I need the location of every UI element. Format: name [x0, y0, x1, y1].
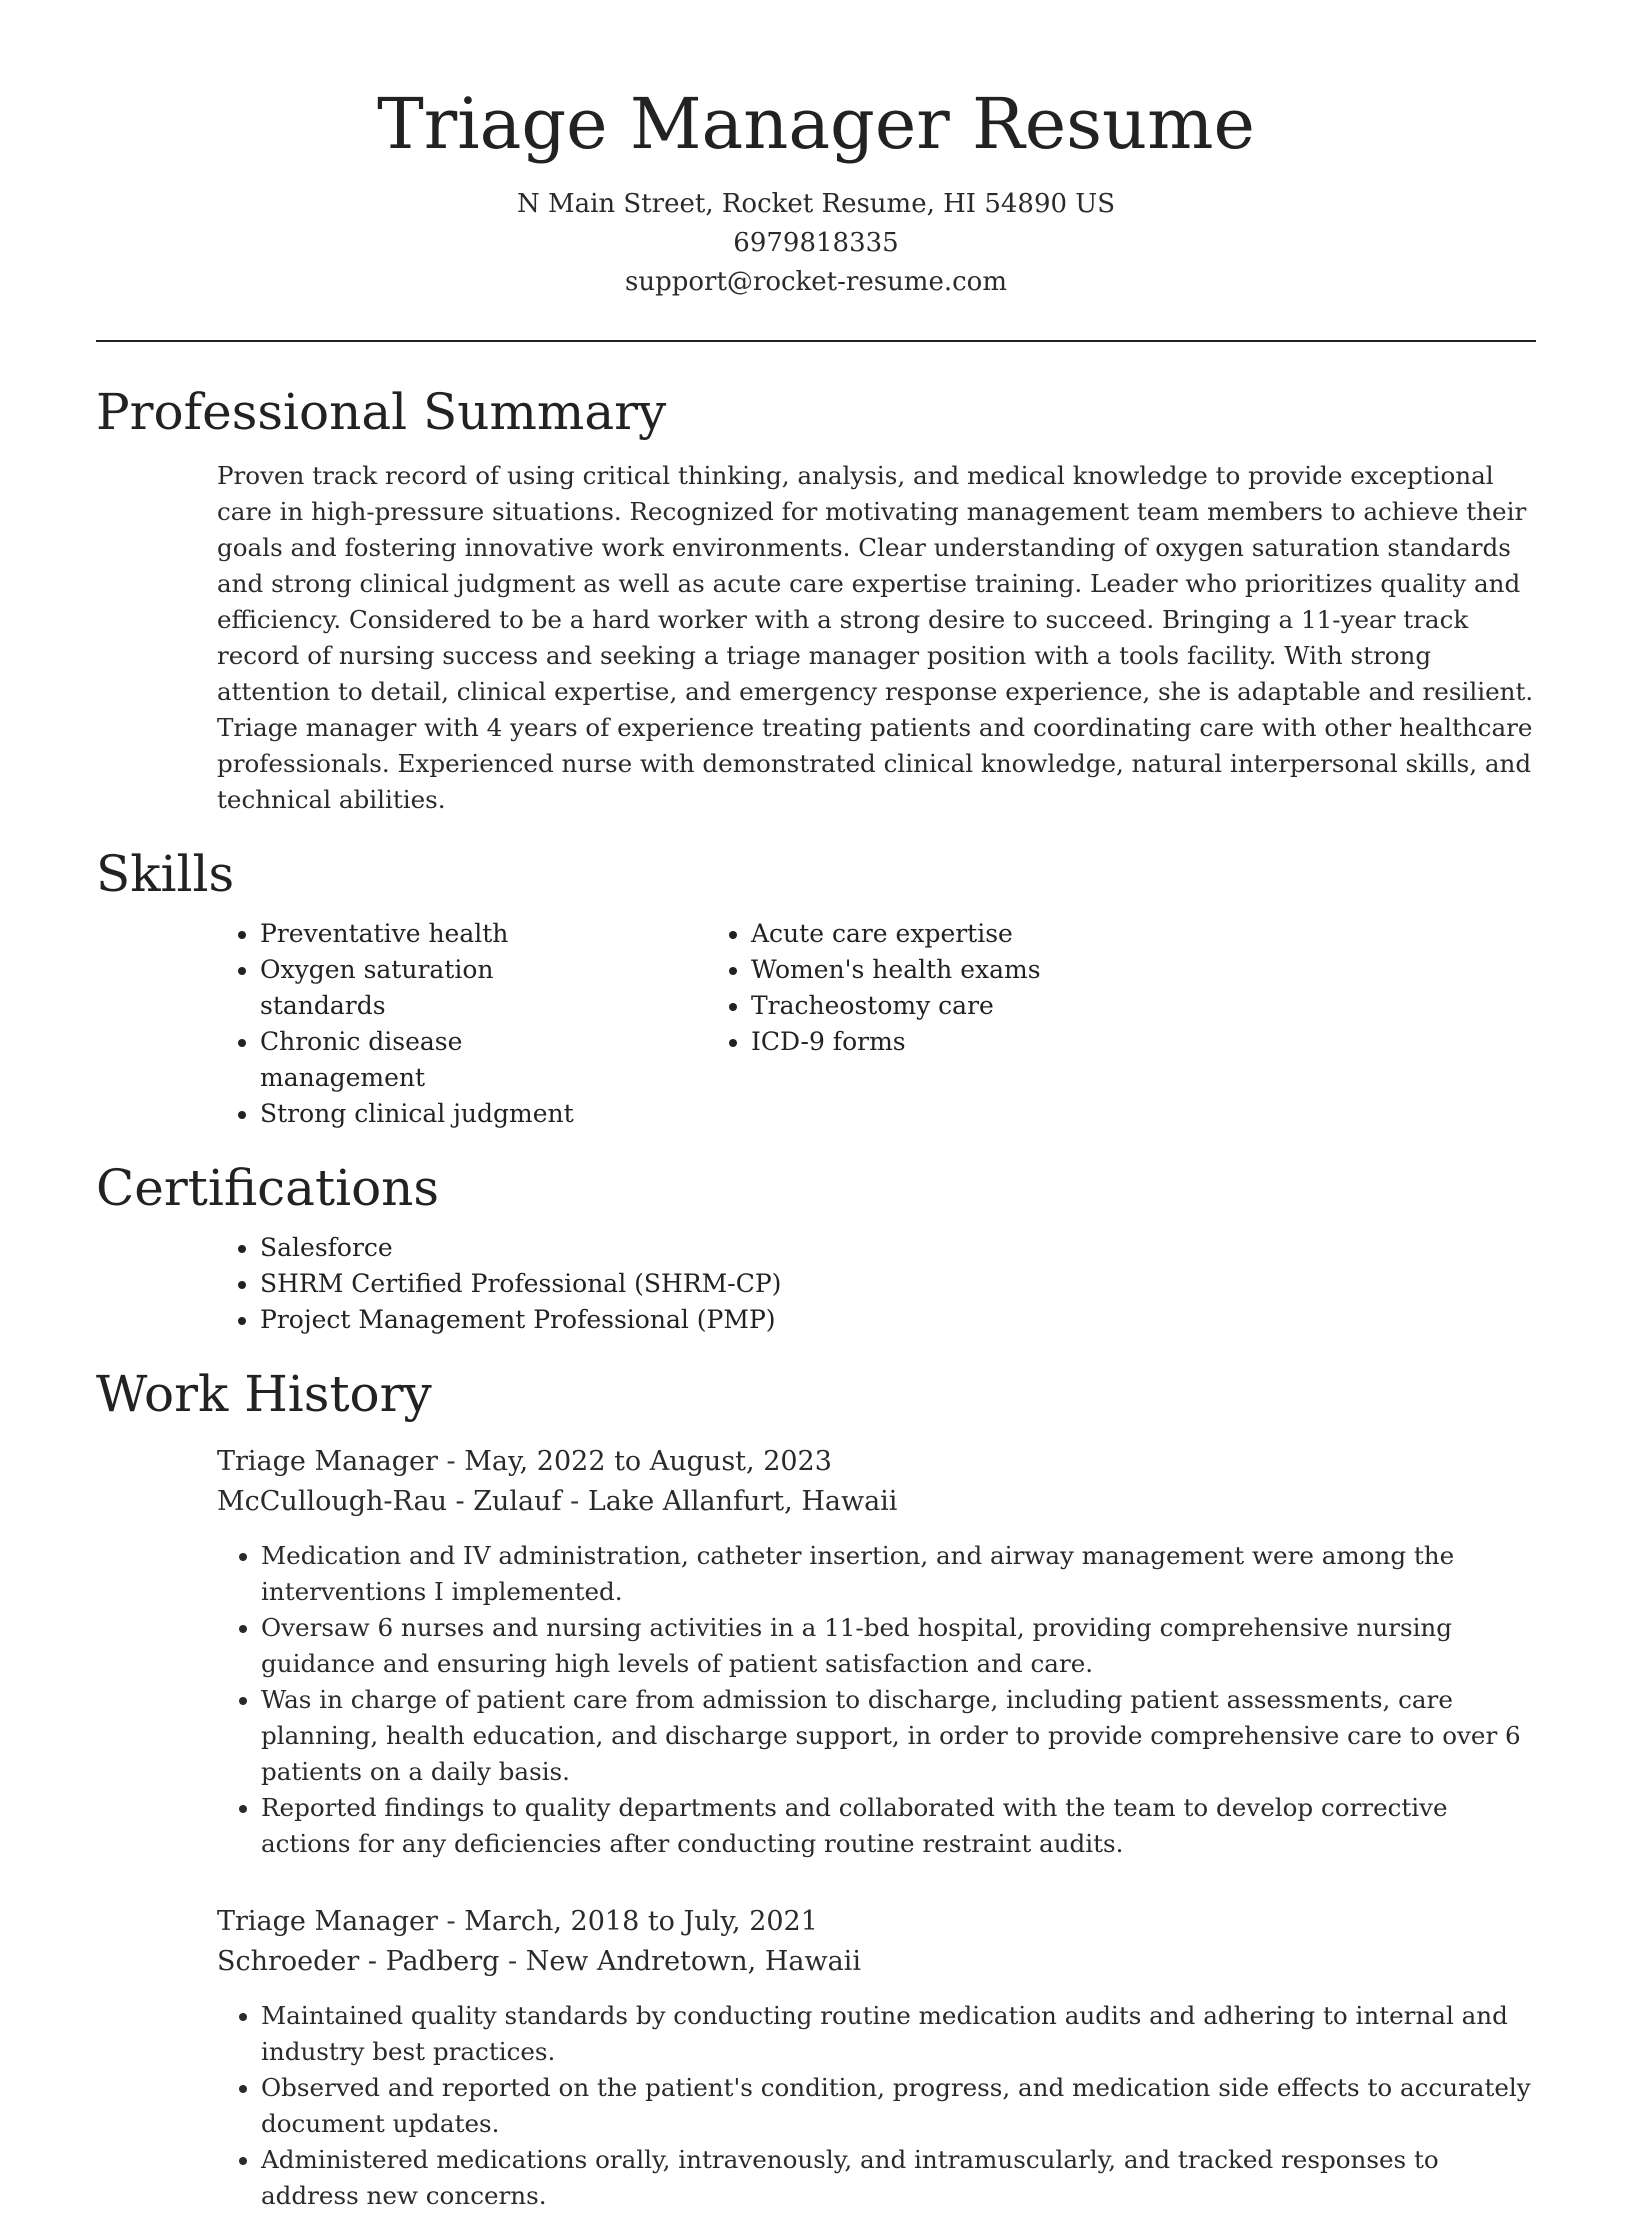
skills-column-left [96, 916, 583, 1132]
address: N Main Street, Rocket Resume, HI 54890 US [516, 188, 1116, 219]
job-dates: March, 2018 to July, 2021 [464, 1905, 818, 1937]
email: support@rocket-resume.com [624, 266, 1007, 297]
responsibility-item: • Medication and IV administration, catheter insertion, and airway management were among the interventions I implemented. [261, 1538, 1536, 1610]
summary-text: Proven track record of using critical thinking, analysis, and medical knowledge to provide exceptional care in high-pressure situations. Recognized for motivating management team members to achieve their goals and fostering innovative work environments. Clear understanding of oxygen saturation standards and strong clinical judgment as well as acute care expertise training. Leader who prioritizes quality and efficiency. Considered to be a hard worker with a strong desire to succeed. Bringing a 11-year track record of nursing success and seeking a triage manager position with a tools facility. With strong attention to detail, clinical expertise, and emergency response experience, she is adaptable and resilient. Triage manager with 4 years of experience treating patients and coordinating care with other healthcare professionals. Experienced nurse with demonstrated clinical knowledge, natural interpersonal skills, and technical abilities. [217, 460, 1534, 814]
skill-item: • Acute care expertise [751, 916, 1041, 952]
job-responsibilities [217, 1538, 1536, 1862]
responsibility-item: • Was in charge of patient care from admission to discharge, including patient assessments, care planning, health education, and discharge support, in order to provide comprehensive care to over 6 patients on a daily basis. [261, 1682, 1536, 1790]
phone: 6979818335 [733, 227, 899, 258]
resume-header [96, 0, 1536, 302]
header-divider [96, 340, 1536, 342]
skills-list [96, 916, 1536, 1132]
job-responsibilities [217, 1998, 1536, 2214]
job-dates: May, 2022 to August, 2023 [464, 1445, 832, 1477]
skills-heading: Skills [96, 844, 235, 903]
job-entry [217, 1902, 1536, 2214]
skill-item: • Strong clinical judgment [260, 1096, 583, 1132]
skill-item: • Oxygen saturation standards [260, 952, 583, 1024]
certification-item: • SHRM Certified Professional (SHRM-CP) [260, 1266, 1536, 1302]
job-role: Triage Manager [217, 1905, 438, 1937]
job-company-line: Schroeder - Padberg - New Andretown, Hawaii [217, 1945, 861, 1977]
contact-info [96, 185, 1536, 302]
job-title-line: Triage Manager - May, 2022 to August, 2023 [217, 1445, 832, 1477]
skill-item: • Tracheostomy care [751, 988, 1041, 1024]
skill-item: • Preventative health [260, 916, 583, 952]
job-company-line: McCullough-Rau - Zulauf - Lake Allanfurt, Hawaii [217, 1485, 898, 1517]
skills-column-right [583, 916, 1041, 1132]
job-title-line: Triage Manager - March, 2018 to July, 2021 [217, 1905, 818, 1937]
job-entry [217, 1442, 1536, 1862]
responsibility-item: • Administered medications orally, intravenously, and intramuscularly, and tracked responses to address new concerns. [261, 2142, 1536, 2214]
skill-item: • ICD-9 forms [751, 1024, 1041, 1060]
job-role: Triage Manager [217, 1445, 438, 1477]
work-history-heading: Work History [96, 1364, 432, 1423]
job-company: Schroeder - Padberg [217, 1945, 500, 1977]
certifications-heading: Certifications [96, 1158, 440, 1217]
responsibility-item: • Maintained quality standards by conducting routine medication audits and adhering to internal and industry best practices. [261, 1998, 1536, 2070]
summary-heading: Professional Summary [96, 382, 667, 441]
responsibility-item: • Oversaw 6 nurses and nursing activities in a 11-bed hospital, providing comprehensive nursing guidance and ensuring high levels of patient satisfaction and care. [261, 1610, 1536, 1682]
job-location: New Andretown, Hawaii [525, 1945, 861, 1977]
certification-item: • Project Management Professional (PMP) [260, 1302, 1536, 1338]
responsibility-item: • Reported findings to quality departments and collaborated with the team to develop corrective actions for any deficiencies after conducting routine restraint audits. [261, 1790, 1536, 1862]
skill-item: • Women's health exams [751, 952, 1041, 988]
responsibility-item: • Observed and reported on the patient's condition, progress, and medication side effects to accurately document updates. [261, 2070, 1536, 2142]
job-location: Lake Allanfurt, Hawaii [587, 1485, 898, 1517]
certifications-list [96, 1230, 1536, 1338]
resume-title: Triage Manager Resume [377, 83, 1255, 165]
skill-item: • Chronic disease management [260, 1024, 583, 1096]
certification-item: • Salesforce [260, 1230, 1536, 1266]
job-company: McCullough-Rau - Zulauf [217, 1485, 562, 1517]
